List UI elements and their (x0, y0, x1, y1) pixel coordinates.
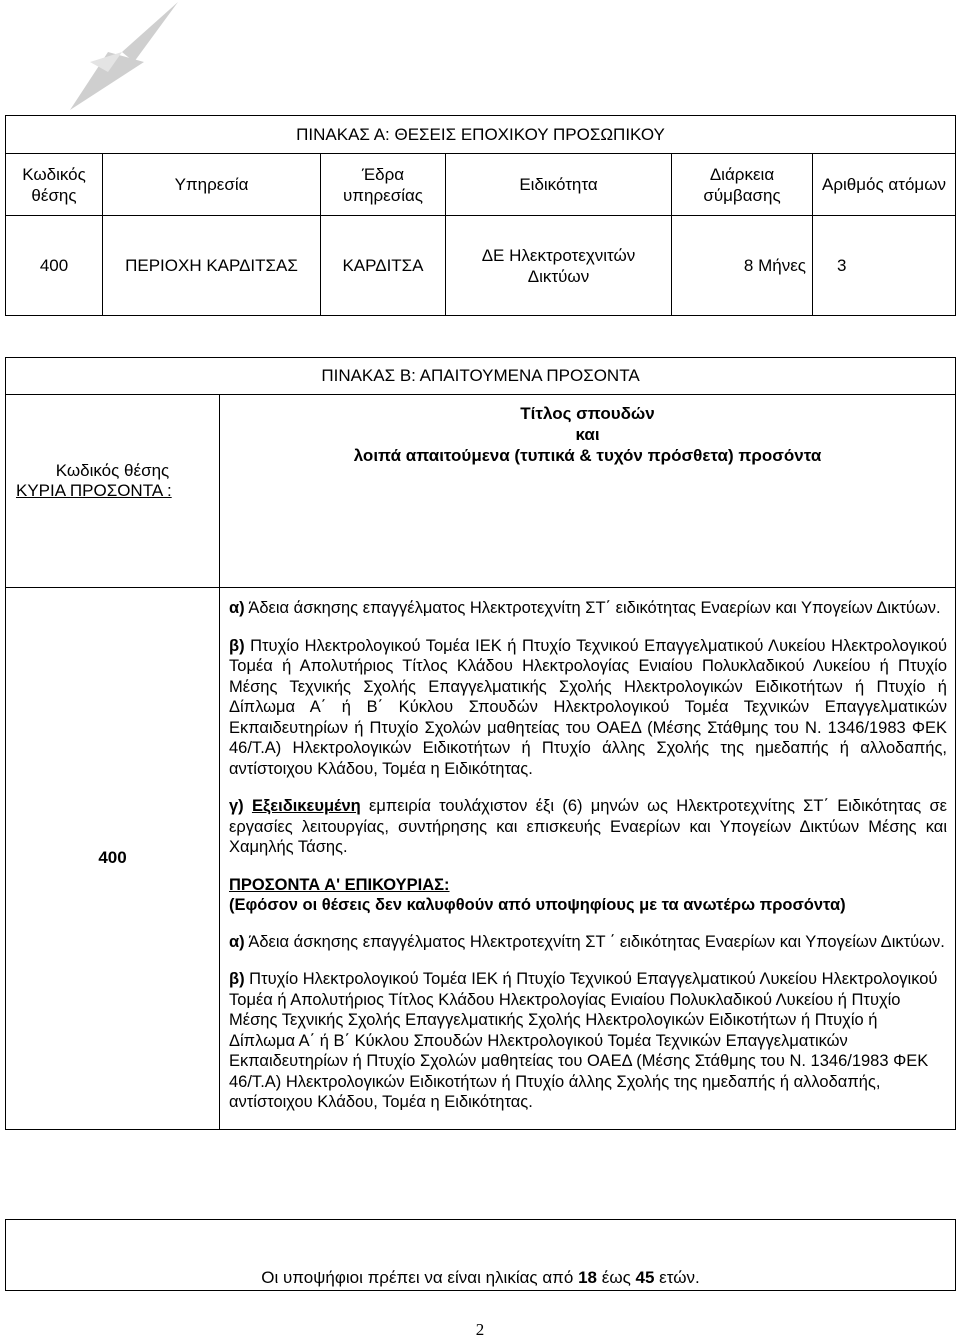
positions-table (5, 115, 956, 316)
row-service: ΠΕΡΙΟΧΗ ΚΑΡΔΙΤΣΑΣ (103, 216, 321, 316)
aux-heading-block (229, 875, 947, 916)
qualifications-content (220, 588, 956, 1130)
main-qual-a: α) Άδεια άσκησης επαγγέλματος Ηλεκτροτεχνίτη ΣΤ΄ ειδικότητας Εναερίων και Υπογείων Δικτύων. (229, 599, 941, 617)
age-requirement-text: Οι υποψήφιοι πρέπει να είναι ηλικίας από 18 έως 45 ετών. (261, 1268, 700, 1287)
min-age: 18 (578, 1268, 598, 1287)
header-specialty: Ειδικότητα (446, 154, 672, 216)
row-specialty: ΔΕ Ηλεκτροτεχνιτών Δικτύων (446, 216, 672, 316)
header-duration: Διάρκεια σύμβασης (672, 154, 813, 216)
aux-qual-b: β) Πτυχίο Ηλεκτρολογικού Τομέα ΙΕΚ ή Πτυχίο Τεχνικού Επαγγελματικού Λυκείου Ηλεκτρολογικού Τομέα ή Απολυτήριος Τίτλος Κλάδου Ηλεκτρολογίας Ενιαίου Πολυκλαδικού Λυκείου ή Πτυχίο Μέσης Τεχνικής Σχολής Επαγγελματικής Σχολής Ηλεκτρολογικών Ειδικοτήτων ή Πτυχίο ή Δίπλωμα Α΄ ή Β΄ Κύκλου Σπουδών Ηλεκτρολογικού Τομέα Τεχνικών Επαγγελματικών Εκπαιδευτηρίων ή Πτυχίο Σχολών μαθητείας του ΟΑΕΔ (Μέσης Στάθμης του Ν. 1346/1983 ΦΕΚ 46/Τ.Α) Ηλεκτρολογικών Ειδικοτήτων ή Πτυχίο άλλης Σχολής της ημεδαπής ή αλλοδαπής, αντίστοιχου Κλάδου, Τομέα η Ειδικότητας. (229, 970, 938, 1111)
code-header: Κωδικός θέσης (6, 395, 220, 588)
aux-qual-a: α) Άδεια άσκησης επαγγέλματος Ηλεκτροτεχνίτη ΣΤ ΄ ειδικότητας Εναερίων και Υπογείων Δικτύων. (229, 932, 945, 951)
header-line1: Τίτλος σπουδών (520, 404, 655, 423)
table-b-title: ΠΙΝΑΚΑΣ Β: ΑΠΑΙΤΟΥΜΕΝΑ ΠΡΟΣΟΝΤΑ (6, 358, 956, 395)
row-count: 3 (813, 216, 956, 316)
table-a-title: ΠΙΝΑΚΑΣ Α: ΘΕΣΕΙΣ ΕΠΟΧΙΚΟΥ ΠΡΟΣΩΠΙΚΟΥ (6, 116, 956, 154)
header-service: Υπηρεσία (103, 154, 321, 216)
row-code: 400 (6, 216, 103, 316)
main-qual-b: β) Πτυχίο Ηλεκτρολογικού Τομέα ΙΕΚ ή Πτυχίο Τεχνικού Επαγγελματικού Λυκείου Ηλεκτρολογικού Τομέα ή Απολυτήριος Τίτλος Κλάδου Ηλεκτρολογίας Ενιαίου Πολυκλαδικού Λυκείου ή Πτυχίο Μέσης Τεχνικής Σχολής Επαγγελματικής Σχολής Ηλεκτρολογικών Ειδικοτήτων ή Πτυχίο ή Δίπλωμα Α΄ ή Β΄ Κύκλου Σπουδών Ηλεκτρολογικού Τομέα Τεχνικών Επαγγελματικών Εκπαιδευτηρίων ή Πτυχίο Σχολών μαθητείας του ΟΑΕΔ (Μέσης Στάθμης του Ν. 1346/1983 ΦΕΚ 46/Τ.Α) Ηλεκτρολογικών Ειδικοτήτων ή Πτυχίο άλλης Σχολής της ημεδαπής ή αλλοδαπής, αντίστοιχου Κλάδου, Τομέα η Ειδικότητας. (229, 636, 947, 778)
header-seat: Έδρα υπηρεσίας (321, 154, 446, 216)
main-qual-c: γ) Εξειδικευμένη εμπειρία τουλάχιστον έξι (6) μηνών ως Ηλεκτροτεχνίτης ΣΤ΄ Ειδικότητας σε εργασίες λειτουργίας, συντήρησης και επισκευής Εναερίων και Υπογείων Δικτύων Μέσης και Χαμηλής Τάσης. (229, 797, 947, 856)
lightning-logo (60, 0, 190, 115)
header-line3: λοιπά απαιτούμενα (τυπικά & τυχόν πρόσθετα) προσόντα (353, 446, 822, 465)
row-duration: 8 Μήνες (672, 216, 813, 316)
qualifications-table (5, 357, 956, 1130)
aux-note: (Εφόσον οι θέσεις δεν καλυφθούν από υποψηφίους με τα ανωτέρω προσόντα) (229, 896, 846, 914)
header-line2: και (575, 425, 600, 444)
main-qualifications-label: ΚΥΡΙΑ ΠΡΟΣΟΝΤΑ : (16, 481, 172, 500)
position-code: 400 (6, 588, 220, 1130)
page-number: 2 (475, 1320, 485, 1339)
age-requirement-box (5, 1219, 956, 1291)
row-seat: ΚΑΡΔΙΤΣΑ (321, 216, 446, 316)
header-code: Κωδικός θέσης (6, 154, 103, 216)
max-age: 45 (635, 1268, 655, 1287)
aux-heading: ΠΡΟΣΟΝΤΑ Α' ΕΠΙΚΟΥΡΙΑΣ: (229, 875, 450, 894)
header-count: Αριθμός ατόμων (813, 154, 956, 216)
